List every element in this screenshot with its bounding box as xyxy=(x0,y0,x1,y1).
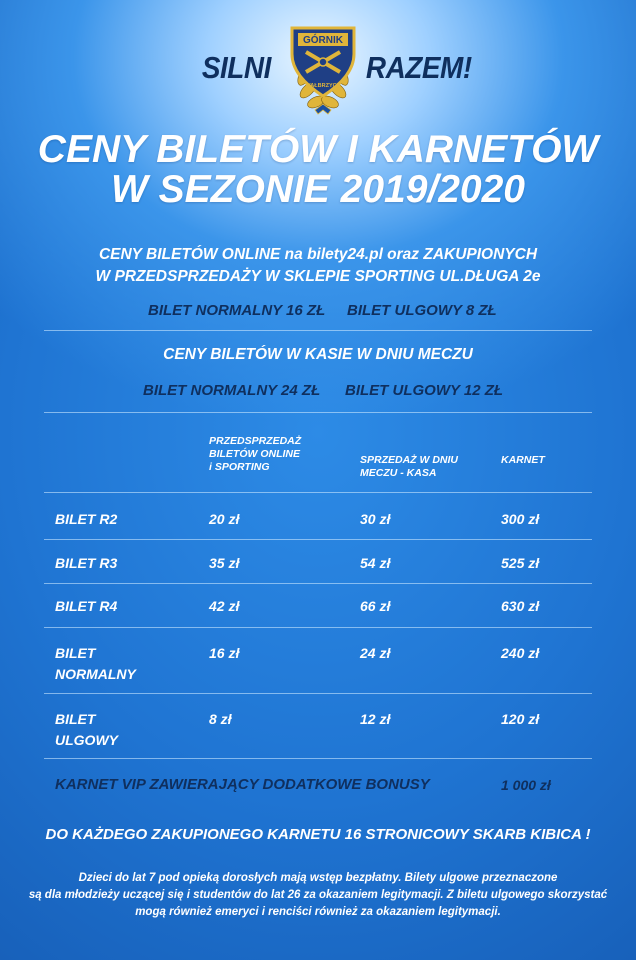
club-logo xyxy=(284,24,362,116)
box-office-normal-price: BILET NORMALNY 24 ZŁ xyxy=(143,382,321,399)
cell-normal-presale: 16 zł xyxy=(209,645,240,661)
title-line-1: CENY BILETÓW I KARNETÓW xyxy=(37,128,599,171)
cell-r3-season: 525 zł xyxy=(501,555,540,571)
online-reduced-price: BILET ULGOWY 8 ZŁ xyxy=(347,302,497,319)
header-left-word: SILNI xyxy=(201,50,271,85)
cell-r2-presale: 20 zł xyxy=(209,511,240,527)
online-normal-price: BILET NORMALNY 16 ZŁ xyxy=(148,302,326,319)
divider xyxy=(44,492,592,493)
logo-text-top: GÓRNIK xyxy=(303,35,343,46)
cell-r4-match-day: 66 zł xyxy=(360,598,391,614)
footnote-line-2: są dla młodzieży uczącej się i studentów do lat 26 za okazaniem legitymacji. Z biletu ulgowego skorzystać xyxy=(28,889,608,901)
cell-normal-match-day: 24 zł xyxy=(360,645,391,661)
box-office-reduced-price: BILET ULGOWY 12 ZŁ xyxy=(345,382,504,399)
footnote-line-1: Dzieci do lat 7 pod opieką dorosłych mają wstęp bezpłatny. Bilety ulgowe przeznaczone xyxy=(78,872,558,884)
table-header-match-day: SPRZEDAŻ W DNIU MECZU - KASA xyxy=(360,454,458,479)
table-header-season-ticket: KARNET xyxy=(501,454,545,466)
header-right-word: RAZEM! xyxy=(365,50,472,85)
row-label-reduced: BILET ULGOWY xyxy=(55,711,118,748)
cell-reduced-match-day: 12 zł xyxy=(360,711,391,727)
cell-normal-season: 240 zł xyxy=(501,645,540,661)
divider xyxy=(44,539,592,540)
vip-label: KARNET VIP ZAWIERAJĄCY DODATKOWE BONUSY xyxy=(55,776,430,793)
online-line-2: W PRZEDSPRZEDAŻY W SKLEPIE SPORTING UL.DŁUGA 2e xyxy=(95,268,541,285)
table-header-presale: PRZEDSPRZEDAŻ BILETÓW ONLINE i SPORTING xyxy=(209,435,302,473)
row-label-r4: BILET R4 xyxy=(55,598,118,614)
row-label-normal: BILET NORMALNY xyxy=(55,645,136,682)
cell-r4-season: 630 zł xyxy=(501,598,540,614)
title-line-2: W SEZONIE 2019/2020 xyxy=(110,168,526,211)
divider xyxy=(44,583,592,584)
logo-text-bottom: WAŁBRZYCH xyxy=(305,83,341,89)
divider xyxy=(44,693,592,694)
cell-r3-match-day: 54 zł xyxy=(360,555,391,571)
box-office-heading: CENY BILETÓW W KASIE W DNIU MECZU xyxy=(163,346,473,363)
row-label-r3: BILET R3 xyxy=(55,555,118,571)
row-label-r2: BILET R2 xyxy=(55,511,118,527)
footnote-line-3: mogą również emeryci i renciści również za okazaniem legitymacji. xyxy=(135,906,501,918)
divider xyxy=(44,627,592,628)
divider xyxy=(44,758,592,759)
divider xyxy=(44,330,592,331)
cell-r2-season: 300 zł xyxy=(501,511,540,527)
divider xyxy=(44,412,592,413)
vip-price: 1 000 zł xyxy=(501,777,551,793)
cell-r3-presale: 35 zł xyxy=(209,555,240,571)
cell-reduced-season: 120 zł xyxy=(501,711,540,727)
cell-r4-presale: 42 zł xyxy=(209,598,240,614)
online-line-1: CENY BILETÓW ONLINE na bilety24.pl oraz ZAKUPIONYCH xyxy=(98,246,538,263)
cell-r2-match-day: 30 zł xyxy=(360,511,391,527)
cell-reduced-presale: 8 zł xyxy=(209,711,232,727)
bonus-note: DO KAŻDEGO ZAKUPIONEGO KARNETU 16 STRONICOWY SKARB KIBICA ! xyxy=(45,826,591,843)
